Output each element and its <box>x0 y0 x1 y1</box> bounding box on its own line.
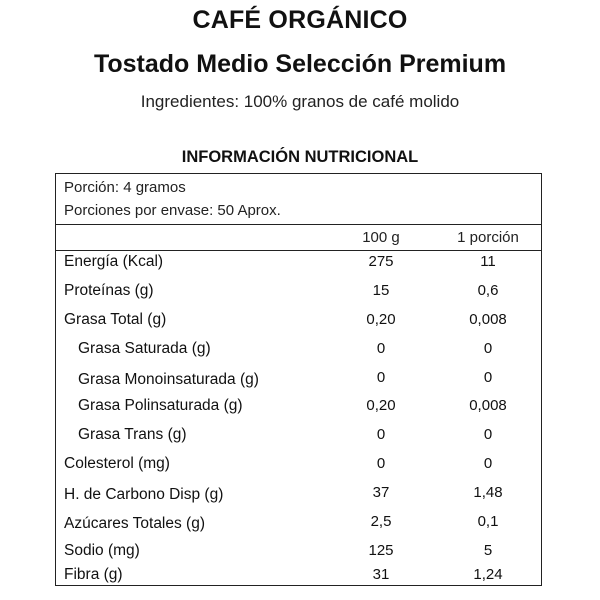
product-title: CAFÉ ORGÁNICO <box>192 6 408 34</box>
table-row <box>56 484 541 512</box>
nutrient-label: Grasa Monoinsaturada (g) <box>78 371 259 388</box>
table-row <box>56 513 541 541</box>
value-per-100g: 31 <box>372 566 390 583</box>
nutrient-label: Colesterol (mg) <box>64 455 170 472</box>
value-per-100g: 0 <box>376 369 386 386</box>
nutrient-label: Energía (Kcal) <box>64 253 164 270</box>
nutrient-label: Proteínas (g) <box>64 282 154 299</box>
table-divider <box>56 250 541 251</box>
servings-per-container: Porciones por envase: 50 Aprox. <box>64 202 281 219</box>
value-per-100g: 0,20 <box>366 311 396 328</box>
value-per-100g: 275 <box>368 253 394 270</box>
value-per-serving: 1,24 <box>473 566 503 583</box>
table-row <box>56 282 541 310</box>
table-row <box>56 566 541 594</box>
nutrient-label: Azúcares Totales (g) <box>64 515 205 532</box>
column-header-100g: 100 g <box>362 229 400 246</box>
nutrition-table-title: INFORMACIÓN NUTRICIONAL <box>181 148 419 166</box>
value-per-100g: 37 <box>372 484 390 501</box>
table-row <box>56 397 541 425</box>
value-per-serving: 0 <box>483 369 493 386</box>
value-per-100g: 2,5 <box>370 513 392 530</box>
table-divider <box>56 224 541 225</box>
value-per-serving: 0 <box>483 455 493 472</box>
value-per-100g: 125 <box>368 542 394 559</box>
table-row <box>56 369 541 397</box>
value-per-serving: 0,1 <box>477 513 499 530</box>
table-row <box>56 311 541 339</box>
serving-size: Porción: 4 gramos <box>64 179 186 196</box>
table-row <box>56 340 541 368</box>
table-row <box>56 455 541 483</box>
value-per-serving: 0,008 <box>469 397 507 414</box>
nutrient-label: Grasa Polinsaturada (g) <box>78 397 243 414</box>
column-header-serving: 1 porción <box>457 229 519 246</box>
nutrient-label: Grasa Saturada (g) <box>78 340 211 357</box>
nutrient-label: Grasa Trans (g) <box>78 426 187 443</box>
nutrient-label: Grasa Total (g) <box>64 311 167 328</box>
value-per-serving: 0,008 <box>469 311 507 328</box>
ingredients-text: Ingredientes: 100% granos de café molido <box>140 92 460 111</box>
value-per-serving: 1,48 <box>473 484 503 501</box>
value-per-serving: 0,6 <box>477 282 499 299</box>
nutrient-label: H. de Carbono Disp (g) <box>64 486 224 503</box>
value-per-100g: 0 <box>376 455 386 472</box>
value-per-serving: 11 <box>480 253 496 270</box>
value-per-100g: 0 <box>376 426 386 443</box>
nutrient-label: Sodio (mg) <box>64 542 140 559</box>
table-row <box>56 253 541 281</box>
value-per-serving: 0 <box>483 340 493 357</box>
nutrient-label: Fibra (g) <box>64 566 123 583</box>
value-per-serving: 0 <box>483 426 493 443</box>
product-subtitle: Tostado Medio Selección Premium <box>93 50 507 78</box>
value-per-100g: 15 <box>372 282 390 299</box>
value-per-serving: 5 <box>483 542 493 559</box>
nutrition-table <box>55 173 542 586</box>
table-row <box>56 426 541 454</box>
value-per-100g: 0 <box>376 340 386 357</box>
value-per-100g: 0,20 <box>366 397 396 414</box>
